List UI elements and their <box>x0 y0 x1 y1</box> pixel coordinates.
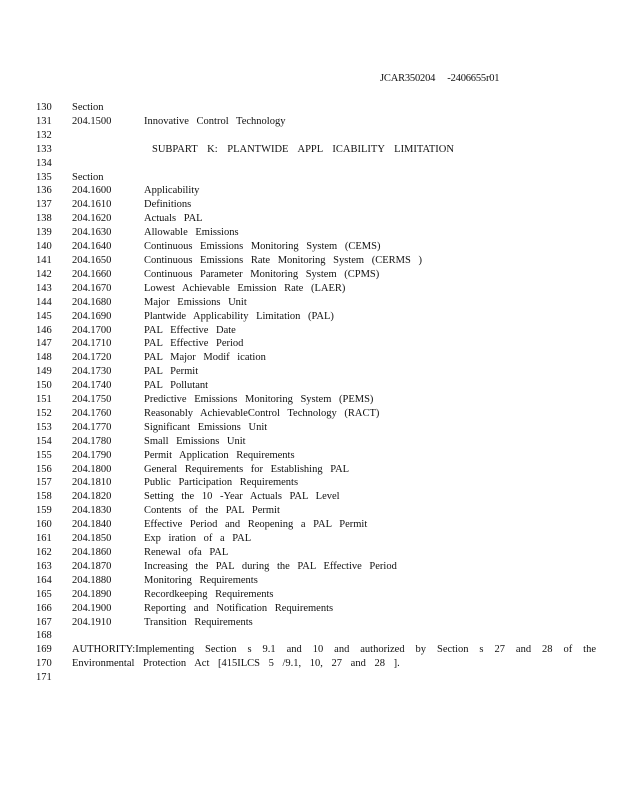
document-line <box>36 365 596 379</box>
section-title <box>144 101 596 115</box>
section-title: Effective Period and Reopening a PAL Permit <box>144 519 368 531</box>
document-line <box>36 115 596 129</box>
line-number: 136 <box>36 185 52 197</box>
section-title: Predictive Emissions Monitoring System (PEMS) <box>144 394 374 406</box>
line-number: 165 <box>36 588 52 600</box>
document-line <box>36 490 596 504</box>
document-line <box>36 171 596 185</box>
document-line <box>36 129 596 143</box>
document-line <box>36 629 596 643</box>
section-title: Transition Requirements <box>144 616 253 628</box>
document-line <box>36 532 596 546</box>
section-title: PAL Major Modif ication <box>144 352 266 364</box>
section-title: Renewal ofa PAL <box>144 547 229 558</box>
line-number: 158 <box>36 491 52 503</box>
section-number: Section <box>72 102 104 113</box>
section-title: Allowable Emissions <box>144 227 239 239</box>
section-title: Applicability <box>144 185 200 197</box>
line-number: 131 <box>36 115 52 127</box>
document-line <box>36 282 596 296</box>
section-title: Definitions <box>144 199 192 211</box>
line-number: 164 <box>36 574 52 586</box>
section-number: 204.1830 <box>72 505 112 517</box>
document-line <box>36 101 596 115</box>
section-title: PAL Permit <box>144 366 199 378</box>
section-number: 204.1680 <box>72 296 112 308</box>
section-number: 204.1740 <box>72 380 112 392</box>
line-number: 141 <box>36 254 52 266</box>
section-title: Lowest Achievable Emission Rate (LAER) <box>144 282 346 294</box>
document-line <box>36 226 596 240</box>
document-line <box>36 476 596 490</box>
document-line <box>36 504 596 518</box>
section-number: 204.1870 <box>72 560 112 572</box>
section-number: 204.1690 <box>72 310 112 322</box>
document-line <box>36 393 596 407</box>
document-line <box>36 435 596 449</box>
section-title: Major Emissions Unit <box>144 296 247 308</box>
authority-text-continued: Environmental Protection Act [415ILCS 5 /9.1, 10, 27 and 28 ]. <box>72 658 400 670</box>
authority-line-2 <box>36 657 596 671</box>
section-number: 204.1650 <box>72 254 112 266</box>
section-title: Plantwide Applicability Limitation (PAL) <box>144 310 334 322</box>
line-number: 157 <box>36 477 52 489</box>
line-number: 166 <box>36 602 52 614</box>
document-line <box>36 212 596 226</box>
section-title: Reporting and Notification Requirements <box>144 602 334 614</box>
line-number: 150 <box>36 380 52 392</box>
authority-text: AUTHORITY:Implementing Section s 9.1 and 10 and authorized by Section s 27 and 28 of the <box>72 644 596 656</box>
section-number <box>72 143 144 157</box>
document-line <box>36 616 596 630</box>
document-line <box>36 296 596 310</box>
document-line <box>36 574 596 588</box>
line-number: 170 <box>36 658 52 670</box>
line-number: 152 <box>36 407 52 419</box>
section-number: 204.1700 <box>72 324 112 336</box>
section-number: 204.1630 <box>72 227 112 239</box>
section-number: 204.1910 <box>72 616 112 628</box>
line-number: 151 <box>36 394 52 406</box>
line-number: 130 <box>36 102 52 113</box>
section-number: 204.1660 <box>72 268 112 280</box>
section-number: 204.1890 <box>72 588 112 600</box>
document-line <box>36 310 596 324</box>
line-number: 146 <box>36 324 52 336</box>
document-line <box>36 351 596 365</box>
section-number: 204.1670 <box>72 282 112 294</box>
section-title: Continuous Emissions Rate Monitoring System (CERMS ) <box>144 254 422 266</box>
line-number: 132 <box>36 129 52 141</box>
section-title: Small Emissions Unit <box>144 435 246 447</box>
section-number: 204.1840 <box>72 519 112 531</box>
section-number: 204.1800 <box>72 463 112 475</box>
line-number: 168 <box>36 630 52 642</box>
document-line <box>36 546 596 560</box>
section-number <box>72 629 144 643</box>
line-number: 167 <box>36 616 52 628</box>
line-number: 171 <box>36 672 52 684</box>
line-number: 162 <box>36 547 52 558</box>
line-number: 138 <box>36 213 52 225</box>
section-number: Section <box>72 171 104 183</box>
section-number: 204.1610 <box>72 199 112 211</box>
section-number: 204.1710 <box>72 338 112 350</box>
table-of-contents <box>36 101 596 643</box>
line-number: 133 <box>36 143 52 155</box>
section-title: Significant Emissions Unit <box>144 421 268 433</box>
section-title: Exp iration of a PAL <box>144 533 252 545</box>
line-number: 169 <box>36 644 52 656</box>
document-line <box>36 560 596 574</box>
document-line <box>36 254 596 268</box>
section-title: PAL Effective Date <box>144 324 236 336</box>
document-line <box>36 198 596 212</box>
section-title <box>144 171 596 185</box>
line-number: 160 <box>36 519 52 531</box>
document-code: JCAR350204 -2406655r01 <box>380 73 500 84</box>
section-number <box>72 129 144 143</box>
section-number: 204.1600 <box>72 185 112 197</box>
section-title: PAL Pollutant <box>144 380 209 392</box>
section-title: Continuous Emissions Monitoring System (CEMS) <box>144 241 381 253</box>
section-title: Contents of the PAL Permit <box>144 505 280 517</box>
line-number: 153 <box>36 421 52 433</box>
document-line <box>36 240 596 254</box>
document-line <box>36 143 596 157</box>
authority-line-3 <box>36 671 596 685</box>
section-number: 204.1780 <box>72 435 112 447</box>
section-number: 204.1820 <box>72 491 112 503</box>
line-number: 163 <box>36 560 52 572</box>
line-number: 145 <box>36 310 52 322</box>
section-number: 204.1880 <box>72 574 112 586</box>
authority-line-1 <box>36 643 596 657</box>
line-number: 149 <box>36 366 52 378</box>
line-number: 134 <box>36 157 52 169</box>
section-title: Recordkeeping Requirements <box>144 588 274 600</box>
document-line <box>36 421 596 435</box>
section-title: Innovative Control Technology <box>144 115 286 127</box>
section-number: 204.1730 <box>72 366 112 378</box>
section-number: 204.1640 <box>72 241 112 253</box>
section-number: 204.1850 <box>72 533 112 545</box>
line-number: 142 <box>36 268 52 280</box>
section-title: Setting the 10 -Year Actuals PAL Level <box>144 491 340 503</box>
section-number: 204.1900 <box>72 602 112 614</box>
section-title <box>144 157 596 171</box>
line-number: 155 <box>36 449 52 461</box>
document-line <box>36 588 596 602</box>
line-number: 147 <box>36 338 52 350</box>
subpart-heading: SUBPART K: PLANTWIDE APPL ICABILITY LIMITATION <box>152 143 454 155</box>
line-number: 137 <box>36 199 52 211</box>
document-line <box>36 184 596 198</box>
document-line <box>36 379 596 393</box>
section-number <box>72 157 144 171</box>
document-line <box>36 337 596 351</box>
section-number: 204.1760 <box>72 407 112 419</box>
line-number: 148 <box>36 352 52 364</box>
section-number: 204.1770 <box>72 421 112 433</box>
section-number: 204.1750 <box>72 394 112 406</box>
document-line <box>36 518 596 532</box>
line-number: 154 <box>36 435 52 447</box>
document-line <box>36 463 596 477</box>
section-number: 204.1720 <box>72 352 112 364</box>
section-title: Increasing the PAL during the PAL Effective Period <box>144 560 397 572</box>
line-number: 156 <box>36 463 52 475</box>
line-number: 140 <box>36 241 52 253</box>
section-title: Reasonably AchievableControl Technology (RACT) <box>144 407 380 419</box>
section-number: 204.1860 <box>72 547 112 558</box>
section-title: Permit Application Requirements <box>144 449 295 461</box>
line-number: 144 <box>36 296 52 308</box>
line-number: 143 <box>36 282 52 294</box>
document-line <box>36 407 596 421</box>
section-number: 204.1500 <box>72 115 112 127</box>
section-title: Public Participation Requirements <box>144 477 299 489</box>
document-line <box>36 449 596 463</box>
section-title <box>144 629 596 643</box>
section-title: PAL Effective Period <box>144 338 244 350</box>
section-number: 204.1790 <box>72 449 112 461</box>
document-line <box>36 602 596 616</box>
section-title: Actuals PAL <box>144 213 203 225</box>
line-number: 161 <box>36 533 52 545</box>
line-number: 135 <box>36 171 52 183</box>
document-line <box>36 324 596 338</box>
section-title: Monitoring Requirements <box>144 574 258 586</box>
section-number: 204.1810 <box>72 477 112 489</box>
line-number: 159 <box>36 505 52 517</box>
document-body <box>36 101 596 685</box>
section-number: 204.1620 <box>72 213 112 225</box>
line-number: 139 <box>36 227 52 239</box>
section-title: General Requirements for Establishing PAL <box>144 463 350 475</box>
document-line <box>36 157 596 171</box>
section-title <box>144 129 596 143</box>
section-title: Continuous Parameter Monitoring System (CPMS) <box>144 268 380 280</box>
document-line <box>36 268 596 282</box>
